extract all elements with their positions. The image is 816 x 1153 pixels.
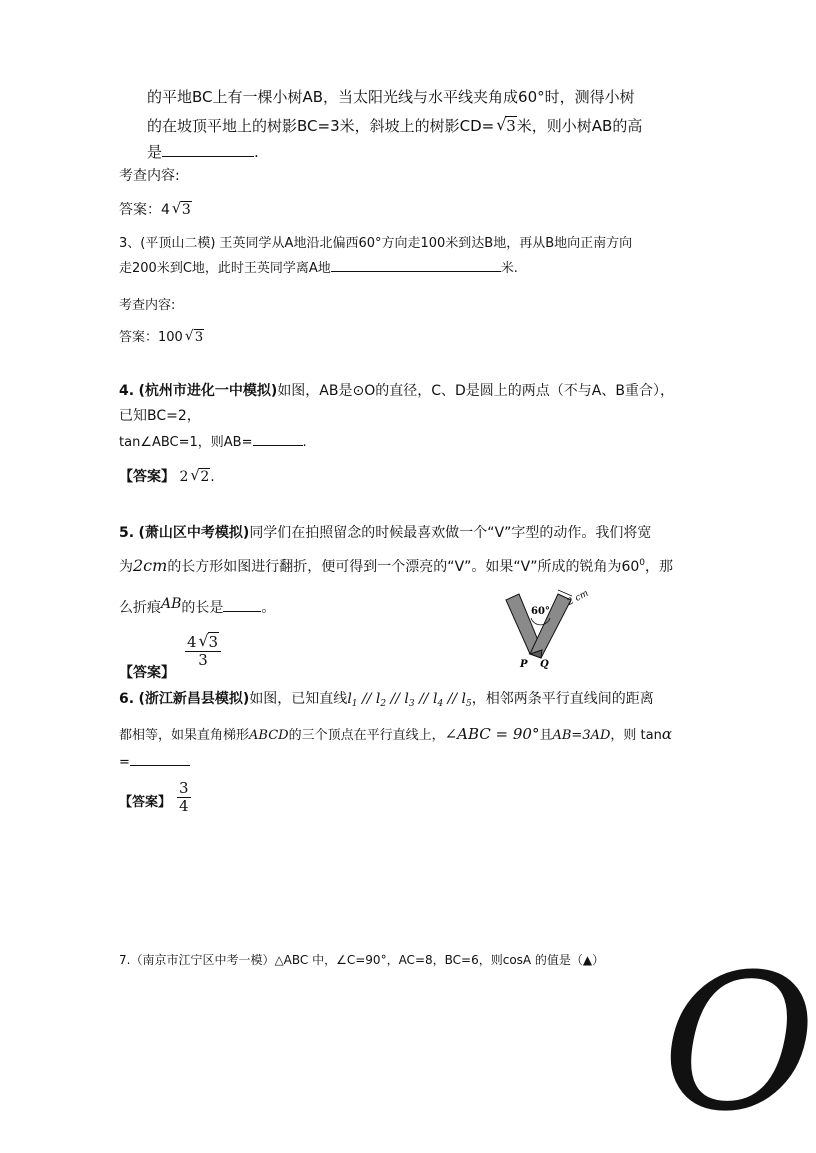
q4-line-1: 4. (杭州市进化一中模拟)如图，AB是⊙O的直径，C、D是圆上的两点（不与A、B重合），: [119, 383, 674, 399]
large-letter-o: O: [662, 934, 816, 1153]
q2-answer: 答案：4 √ 3: [119, 200, 191, 218]
sqrt-3-expr: √ 3: [171, 200, 191, 218]
q4-source: (杭州市进化一中模拟): [138, 383, 278, 399]
q5-source: (萧山区中考模拟): [138, 525, 250, 541]
figure-angle-label: 60°: [531, 606, 550, 617]
q4-line-2: 已知BC=2，: [119, 408, 201, 424]
q2-line-1: 的平地BC上有一棵小树AB，当太阳光线与水平线夹角成60°时，测得小树: [147, 88, 635, 106]
q2-line-2: 的在坡顶平地上的树影BC=3米，斜坡上的树影CD= √ 3米，则小树AB的高: [147, 115, 643, 135]
sqrt-2-expr: √ 2: [190, 467, 210, 485]
v-fold-figure: [496, 586, 591, 670]
parallel-lines-expr: $l_1 // l_2 // l_3 // l_4 // l_5$: [347, 691, 472, 709]
answer-blank: [223, 597, 261, 612]
answer-label: 【答案】: [119, 795, 172, 810]
q6-source: (浙江新昌县模拟): [138, 691, 250, 707]
q5-line-1: 5. (萧山区中考模拟)同学们在拍照留念的时候最喜欢做一个“V”字型的动作。我们将宽: [119, 525, 652, 541]
answer-label: 【答案】: [119, 469, 175, 485]
figure-width-label: 2 cm: [565, 588, 591, 608]
answer-blank: [331, 258, 501, 272]
q3-kaocha: 考查内容:: [119, 298, 176, 313]
q4-line-3: tan∠ABC=1，则AB= .: [119, 431, 307, 450]
answer-blank: [130, 752, 190, 766]
q6-line-3: =: [119, 752, 190, 770]
sqrt-3-expr: √ 3: [496, 115, 516, 135]
q5-line-2: 为2cm的长方形如图进行翻折，便可得到一个漂亮的“V”。如果“V”所成的锐角为$60^0$，那: [119, 556, 674, 575]
answer-blank: [162, 141, 254, 157]
sqrt-3-expr: √ 3: [184, 328, 204, 345]
q3-line-1: 3、(平顶山二模) 王英同学从A地沿北偏西60°方向走100米到达B地，再从B地向正南方向: [119, 236, 633, 251]
q3-line-2: 走200米到C地，此时王英同学离A地 米.: [119, 257, 518, 276]
figure-label-p: P: [520, 659, 528, 670]
q3-answer: 答案：100 √ 3: [119, 328, 204, 345]
answer-label: 【答案】: [119, 665, 175, 681]
fraction-4sqrt3-over-3: 4 √ 3 3: [185, 634, 221, 670]
q4-answer: 【答案】 2 √ 2.: [119, 467, 215, 485]
q2-kaocha: 考查内容:: [119, 168, 180, 184]
figure-label-q: Q: [540, 659, 549, 670]
q6-line-2: 都相等，如果直角梯形ABCD的三个顶点在平行直线上，∠ABC = 90°且AB=3AD，则 tanα: [119, 725, 672, 743]
q7-line: 7.（南京市江宁区中考一模）△ABC 中，∠C=90°，AC=8，BC=6，则cosA 的值是（▲）: [119, 953, 605, 967]
q5-line-3: 么折痕AB的长是 。: [119, 596, 276, 616]
q2-line-3: 是 .: [147, 143, 259, 161]
fraction-3-over-4: $\frac{3}{4}$: [179, 779, 189, 816]
q6-line-1: 6. (浙江新昌县模拟)如图，已知直线$l_1 // l_2 // l_3 // l_4 // l_5$，相邻两条平行直线间的距离: [119, 691, 654, 709]
answer-blank: [253, 432, 303, 446]
v-fold-strips: [506, 594, 571, 658]
